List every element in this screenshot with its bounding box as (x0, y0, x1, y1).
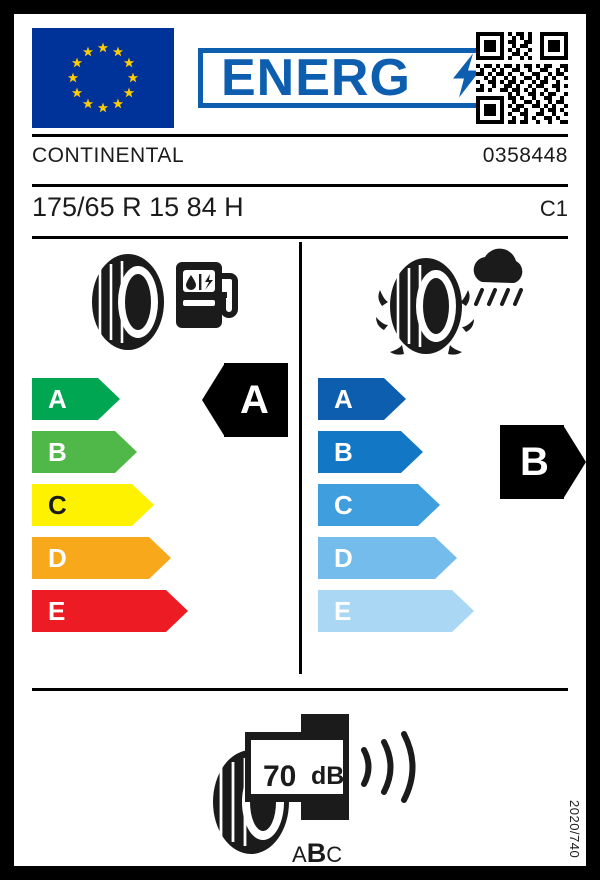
fuel-grade-b-letter: B (48, 437, 67, 467)
wet-grip-pictogram (374, 244, 544, 359)
rain-cloud-icon (474, 249, 523, 304)
noise-class-c: C (326, 842, 343, 866)
noise-value: 70 (263, 760, 297, 793)
serial-number: 0358448 (482, 144, 568, 167)
wet-grip-scale (318, 378, 568, 643)
noise-class-current: B (306, 838, 327, 866)
wet-grip-result (500, 425, 586, 499)
divider-brand (32, 184, 568, 187)
wet-grade-e-letter: E (334, 596, 352, 626)
fuel-grade-c (32, 484, 282, 526)
tyre-class-code: C1 (539, 196, 568, 221)
wet-grade-d (318, 537, 568, 579)
divider-vertical (299, 242, 302, 674)
wet-grade-b-letter: B (334, 437, 353, 467)
divider-size (32, 236, 568, 239)
noise-section (14, 702, 586, 866)
fuel-result-letter: A (240, 378, 269, 422)
fuel-efficiency-pictogram (80, 244, 240, 354)
wet-grade-e (318, 590, 568, 632)
wet-grade-d-letter: D (334, 543, 353, 573)
fuel-grade-a-letter: A (48, 384, 67, 414)
fuel-grade-d-letter: D (48, 543, 67, 573)
noise-pictogram (189, 702, 586, 862)
energ-text: ENERG (221, 49, 411, 107)
fuel-grade-b (32, 431, 282, 473)
tyre-size-row (32, 192, 568, 230)
tyre-size: 175/65 R 15 84 H (32, 192, 244, 222)
divider-header (32, 134, 568, 137)
sound-wave-icon (364, 734, 413, 800)
regulation-code: 2020/740 (567, 799, 582, 858)
tyre-icon (92, 254, 164, 350)
brand-row (32, 142, 568, 180)
wet-result-letter: B (520, 440, 549, 484)
wet-grade-a (318, 378, 568, 420)
noise-class-row (292, 840, 342, 866)
eu-flag-icon (32, 28, 174, 128)
fuel-pump-icon (176, 262, 235, 328)
fuel-grade-e (32, 590, 282, 632)
label-header (32, 28, 568, 128)
noise-class-a: A (292, 842, 307, 866)
fuel-efficiency-result (202, 363, 288, 437)
wet-grade-a-letter: A (334, 384, 353, 414)
qr-code (476, 32, 568, 124)
noise-unit: dB (311, 762, 345, 790)
fuel-grade-d (32, 537, 282, 579)
fuel-grade-c-letter: C (48, 490, 67, 520)
divider-noise (32, 688, 568, 691)
energ-wordmark (198, 48, 500, 108)
wet-grade-c-letter: C (334, 490, 353, 520)
fuel-grade-e-letter: E (48, 596, 66, 626)
brand-name: CONTINENTAL (32, 144, 185, 167)
tyre-energy-label (14, 14, 586, 866)
tyre-icon (390, 258, 462, 354)
